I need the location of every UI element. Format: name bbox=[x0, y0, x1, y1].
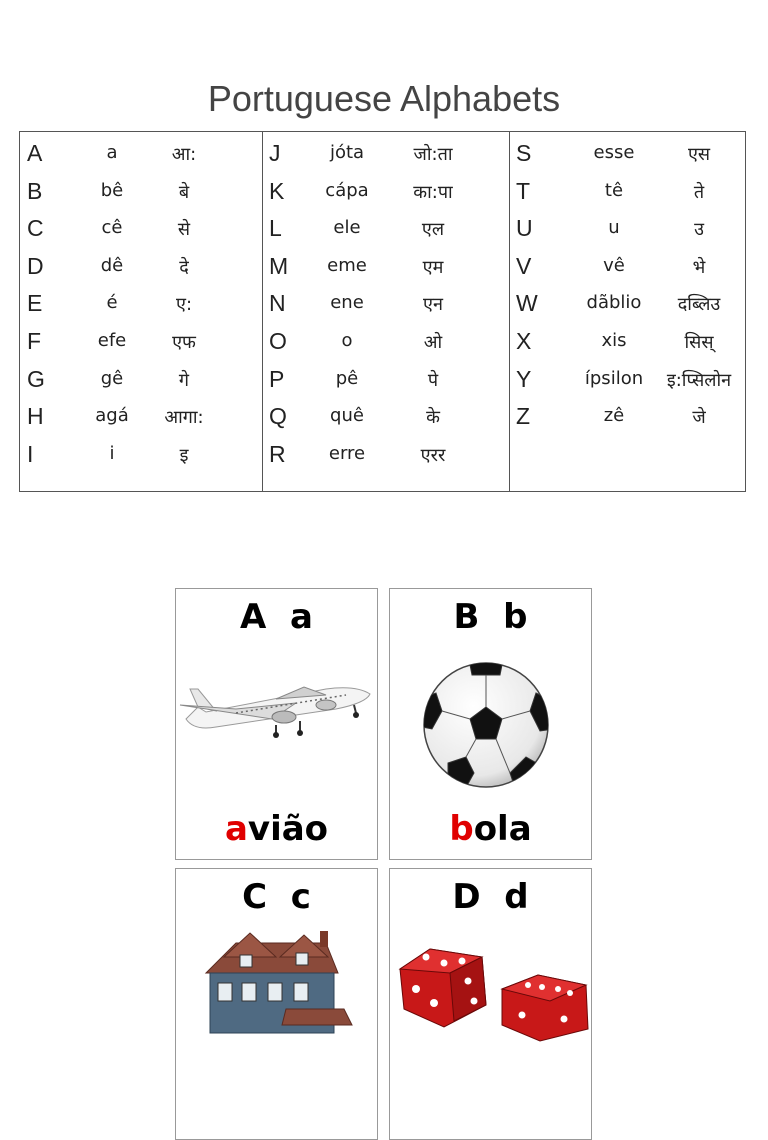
page-title: Portuguese Alphabets bbox=[207, 78, 561, 119]
alphabet-row bbox=[20, 136, 262, 174]
pronunciation-cell: pê bbox=[335, 367, 359, 389]
hindi-cell: एम bbox=[422, 256, 444, 278]
pronunciation-cell: efe bbox=[97, 330, 127, 351]
alphabet-row bbox=[510, 362, 745, 400]
letter-cell: D bbox=[27, 252, 44, 279]
word-first-letter: a bbox=[224, 809, 248, 849]
pronunciation-cell: vê bbox=[603, 254, 625, 276]
hindi-cell: सिस् bbox=[684, 332, 714, 353]
hindi-cell: ते bbox=[693, 181, 705, 203]
letter-cell: T bbox=[516, 177, 531, 204]
alphabet-row bbox=[510, 399, 745, 437]
hindi-cell: का:पा bbox=[413, 181, 453, 203]
pronunciation-cell: quê bbox=[330, 405, 364, 427]
alphabet-row bbox=[20, 211, 262, 249]
card-letters: A a bbox=[240, 597, 313, 637]
hindi-cell: इ:प्सिलोन bbox=[666, 369, 732, 391]
letter-cell: O bbox=[269, 328, 287, 354]
alphabet-row bbox=[263, 249, 509, 287]
pronunciation-cell: ele bbox=[333, 217, 361, 239]
pronunciation-cell: ene bbox=[330, 292, 364, 314]
flashcard-b bbox=[389, 588, 592, 860]
alphabet-column-2 bbox=[262, 132, 509, 491]
pronunciation-cell: o bbox=[341, 330, 353, 351]
hindi-cell: इ bbox=[179, 444, 189, 466]
hindi-cell: एफ bbox=[172, 332, 196, 353]
alphabet-row bbox=[263, 324, 509, 362]
alphabet-row bbox=[263, 437, 509, 475]
pronunciation-cell: dê bbox=[100, 254, 124, 276]
pronunciation-cell: esse bbox=[593, 142, 635, 163]
pronunciation-cell: xis bbox=[601, 330, 627, 351]
letter-cell: V bbox=[516, 252, 532, 279]
hindi-cell: आगा: bbox=[164, 407, 204, 429]
hindi-cell: भे bbox=[692, 256, 706, 278]
alphabet-row bbox=[510, 249, 745, 287]
alphabet-column-3 bbox=[509, 132, 745, 491]
card-word bbox=[176, 809, 377, 849]
hindi-cell: से bbox=[177, 219, 191, 241]
alphabet-row bbox=[263, 174, 509, 212]
pronunciation-cell: é bbox=[106, 292, 118, 314]
pronunciation-cell: u bbox=[608, 217, 620, 239]
letter-cell: H bbox=[27, 403, 44, 430]
dice-image bbox=[390, 869, 592, 1140]
flashcard-d bbox=[389, 868, 592, 1140]
hindi-cell: आ: bbox=[171, 144, 197, 165]
alphabet-row bbox=[263, 211, 509, 249]
alphabet-row bbox=[20, 362, 262, 400]
alphabet-table bbox=[19, 131, 746, 492]
letter-cell: R bbox=[269, 440, 286, 467]
pronunciation-cell: i bbox=[109, 442, 115, 464]
letter-cell: G bbox=[27, 365, 45, 392]
letter-cell: Z bbox=[516, 403, 531, 430]
alphabet-row bbox=[510, 286, 745, 324]
pronunciation-cell: cápa bbox=[325, 179, 369, 201]
pronunciation-cell: zê bbox=[603, 405, 625, 427]
letter-cell: Y bbox=[516, 365, 532, 392]
letter-cell: S bbox=[516, 140, 532, 166]
letter-cell: P bbox=[269, 365, 285, 392]
word-rest: ola bbox=[473, 809, 532, 849]
pronunciation-cell: tê bbox=[604, 179, 624, 201]
alphabet-row bbox=[510, 211, 745, 249]
pronunciation-cell: gê bbox=[100, 367, 124, 389]
letter-cell: Q bbox=[269, 403, 287, 430]
letter-cell: L bbox=[269, 215, 282, 242]
word-first-letter: b bbox=[449, 809, 474, 849]
letter-cell: U bbox=[516, 215, 533, 242]
alphabet-row bbox=[263, 286, 509, 324]
alphabet-row bbox=[263, 399, 509, 437]
flashcard-c bbox=[175, 868, 378, 1140]
hindi-cell: जो:ता bbox=[413, 144, 453, 165]
hindi-cell: उ bbox=[694, 219, 704, 241]
alphabet-row bbox=[20, 437, 262, 475]
letter-cell: I bbox=[27, 440, 34, 467]
card-letters: C c bbox=[242, 877, 311, 917]
pronunciation-cell: agá bbox=[95, 405, 129, 427]
letter-cell: K bbox=[269, 177, 285, 204]
letter-cell: M bbox=[269, 252, 289, 279]
letter-cell: A bbox=[27, 140, 43, 166]
alphabet-row bbox=[263, 362, 509, 400]
hindi-cell: के bbox=[426, 407, 440, 429]
card-letters: D d bbox=[452, 877, 529, 917]
letter-cell: F bbox=[27, 328, 42, 354]
pronunciation-cell: erre bbox=[328, 442, 366, 464]
card-letters: B b bbox=[453, 597, 528, 637]
hindi-cell: ओ bbox=[423, 332, 443, 353]
hindi-cell: जे bbox=[692, 407, 706, 429]
letter-cell: C bbox=[27, 215, 44, 242]
alphabet-row bbox=[20, 399, 262, 437]
hindi-cell: ए: bbox=[175, 294, 193, 316]
alphabet-row bbox=[510, 136, 745, 174]
letter-cell: B bbox=[27, 177, 43, 204]
letter-cell: J bbox=[269, 140, 281, 166]
pronunciation-cell: dãblio bbox=[586, 292, 642, 314]
letter-cell: W bbox=[516, 290, 538, 317]
hindi-cell: पे bbox=[427, 369, 439, 391]
pronunciation-cell: eme bbox=[327, 254, 367, 276]
pronunciation-cell: a bbox=[106, 142, 118, 163]
hindi-cell: एल bbox=[421, 219, 445, 241]
alphabet-row bbox=[20, 174, 262, 212]
flashcard-a bbox=[175, 588, 378, 860]
alphabet-row bbox=[263, 136, 509, 174]
pronunciation-cell: jóta bbox=[329, 142, 365, 163]
letter-cell: N bbox=[269, 290, 286, 317]
letter-cell: E bbox=[27, 290, 43, 317]
alphabet-row bbox=[20, 249, 262, 287]
hindi-cell: बे bbox=[178, 181, 190, 203]
hindi-cell: एरर bbox=[420, 444, 446, 466]
house-image bbox=[176, 869, 378, 1140]
alphabet-row bbox=[510, 174, 745, 212]
pronunciation-cell: cê bbox=[101, 217, 123, 239]
hindi-cell: एस bbox=[687, 144, 711, 165]
alphabet-row bbox=[20, 286, 262, 324]
alphabet-column-1 bbox=[20, 132, 262, 491]
pronunciation-cell: bê bbox=[100, 179, 124, 201]
hindi-cell: दे bbox=[179, 256, 189, 278]
alphabet-row bbox=[510, 324, 745, 362]
alphabet-row bbox=[20, 324, 262, 362]
word-rest: vião bbox=[247, 809, 329, 849]
card-word bbox=[390, 809, 591, 849]
letter-cell: X bbox=[516, 328, 532, 354]
pronunciation-cell: ípsilon bbox=[584, 367, 644, 389]
hindi-cell: गे bbox=[178, 369, 190, 391]
hindi-cell: एन bbox=[423, 294, 443, 316]
hindi-cell: दब्लिउ bbox=[677, 294, 721, 316]
